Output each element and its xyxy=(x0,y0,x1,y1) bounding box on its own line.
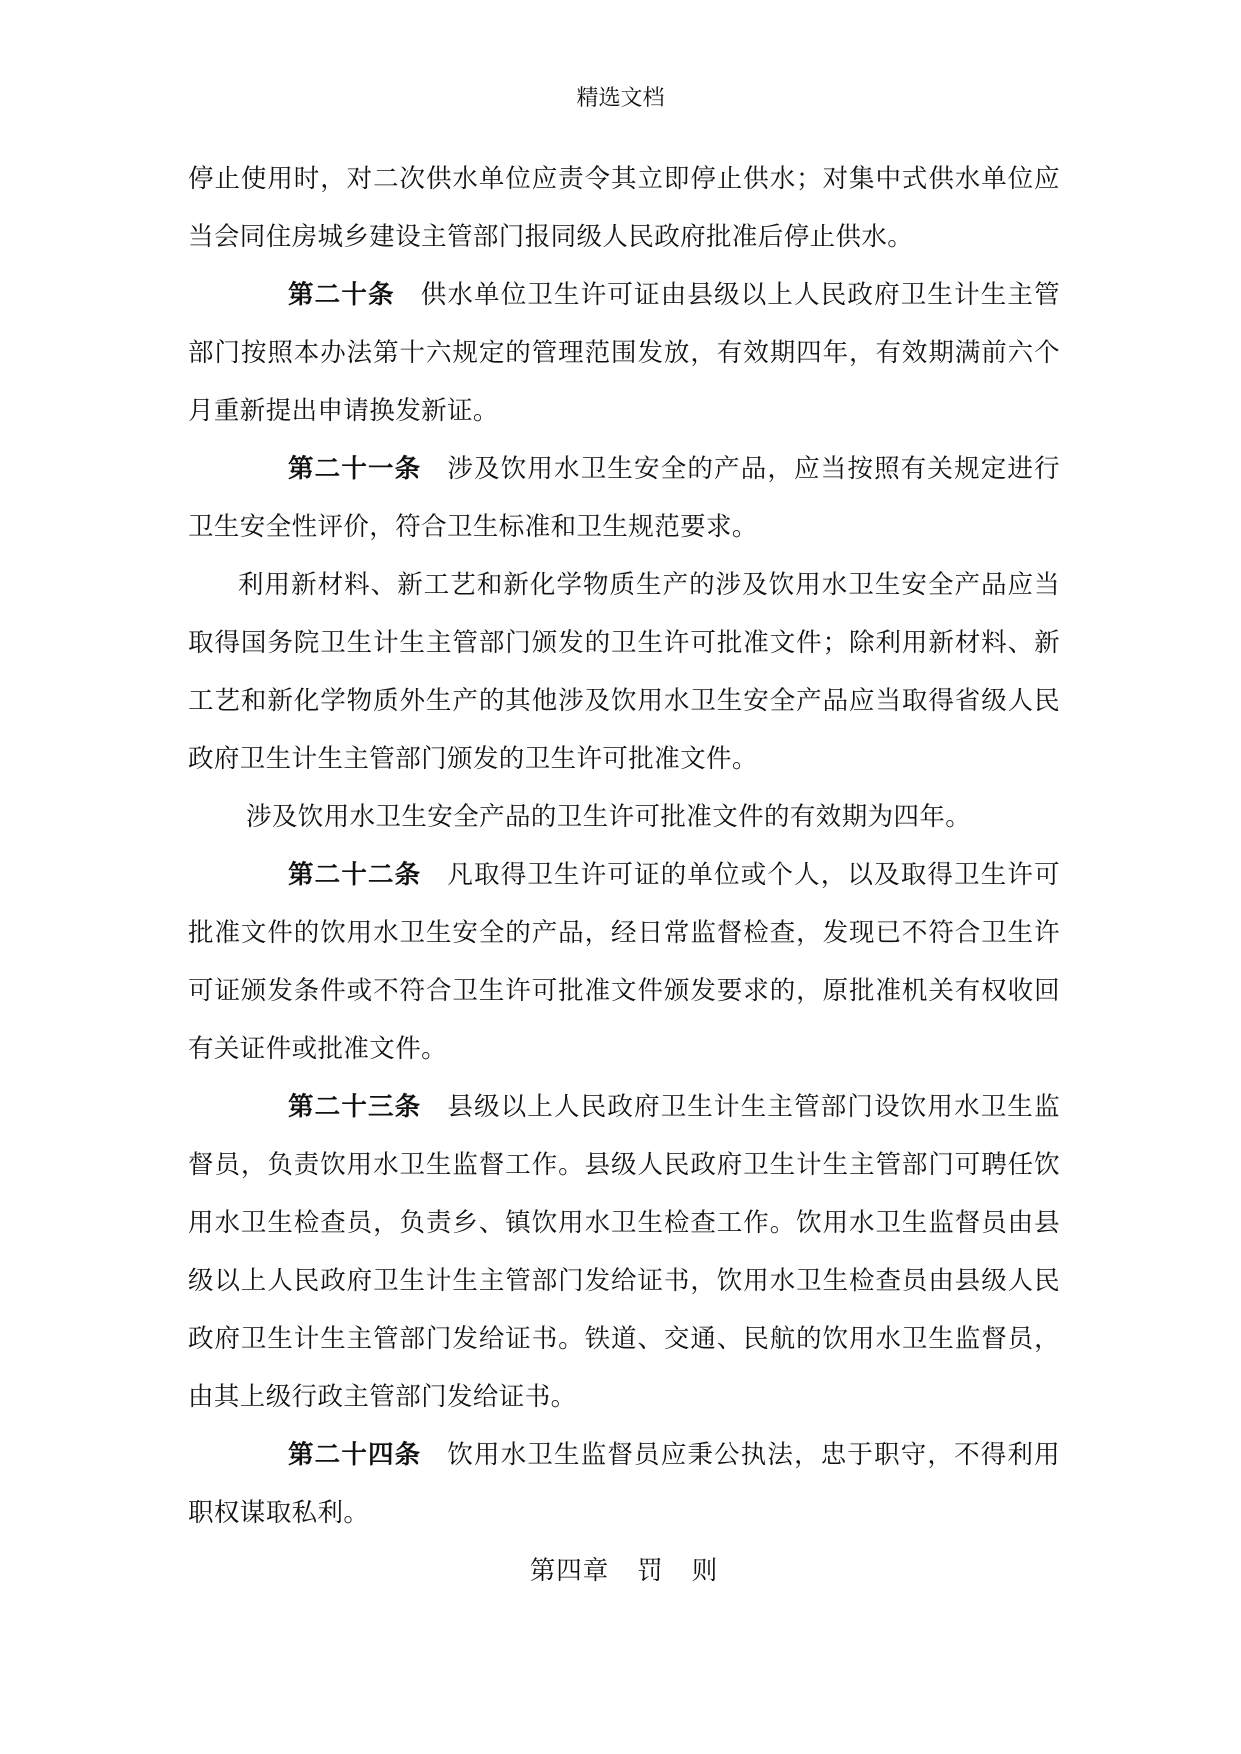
article-text: 涉及饮用水卫生安全的产品，应当按照有关规定进行卫生安全性评价，符合卫生标准和卫生规范要求。 xyxy=(188,454,1060,542)
chapter-number: 第四章 xyxy=(529,1556,610,1586)
article-text: 县级以上人民政府卫生计生主管部门设饮用水卫生监督员，负责饮用水卫生监督工作。县级人民政府卫生计生主管部门可聘任饮用水卫生检查员，负责乡、镇饮用水卫生检查工作。饮用水卫生监督员由县级以上人民政府卫生计生主管部门发给证书，饮用水卫生检查员由县级人民政府卫生计生主管部门发给证书。铁道、交通、民航的饮用水卫生监督员，由其上级行政主管部门发给证书。 xyxy=(188,1092,1060,1412)
article-21-paragraph-2: 利用新材料、新工艺和新化学物质生产的涉及饮用水卫生安全产品应当取得国务院卫生计生主管部门颁发的卫生许可批准文件；除利用新材料、新工艺和新化学物质外生产的其他涉及饮用水卫生安全产品应当取得省级人民政府卫生计生主管部门颁发的卫生许可批准文件。 xyxy=(188,570,1060,774)
article-23 xyxy=(188,1078,1060,1426)
article-22 xyxy=(188,846,1060,1078)
article-20 xyxy=(188,266,1060,440)
article-text: 凡取得卫生许可证的单位或个人，以及取得卫生许可批准文件的饮用水卫生安全的产品，经日常监督检查，发现已不符合卫生许可证颁发条件或不符合卫生许可批准文件颁发要求的，原批准机关有权收回有关证件或批准文件。 xyxy=(188,860,1060,1064)
article-21-paragraph-3: 涉及饮用水卫生安全产品的卫生许可批准文件的有效期为四年。 xyxy=(246,802,972,832)
article-21 xyxy=(188,440,1060,556)
paragraph-continuation: 停止使用时，对二次供水单位应责令其立即停止供水；对集中式供水单位应当会同住房城乡建设主管部门报同级人民政府批准后停止供水。 xyxy=(188,164,1060,252)
article-text: 供水单位卫生许可证由县级以上人民政府卫生计生主管部门按照本办法第十六规定的管理范围发放，有效期四年，有效期满前六个月重新提出申请换发新证。 xyxy=(188,280,1060,426)
article-number: 第二十四条 xyxy=(288,1440,422,1470)
chapter-heading xyxy=(188,1542,1060,1600)
chapter-title-char-2: 则 xyxy=(691,1556,719,1586)
article-number: 第二十一条 xyxy=(288,454,422,484)
article-number: 第二十二条 xyxy=(288,860,422,890)
page-header: 精选文档 xyxy=(576,86,665,111)
article-text: 饮用水卫生监督员应秉公执法，忠于职守，不得利用职权谋取私利。 xyxy=(188,1440,1060,1528)
article-24 xyxy=(188,1426,1060,1542)
document-body xyxy=(188,150,1060,1600)
chapter-title-char-1: 罚 xyxy=(637,1556,664,1586)
article-number: 第二十三条 xyxy=(288,1092,422,1122)
article-number: 第二十条 xyxy=(288,280,395,310)
